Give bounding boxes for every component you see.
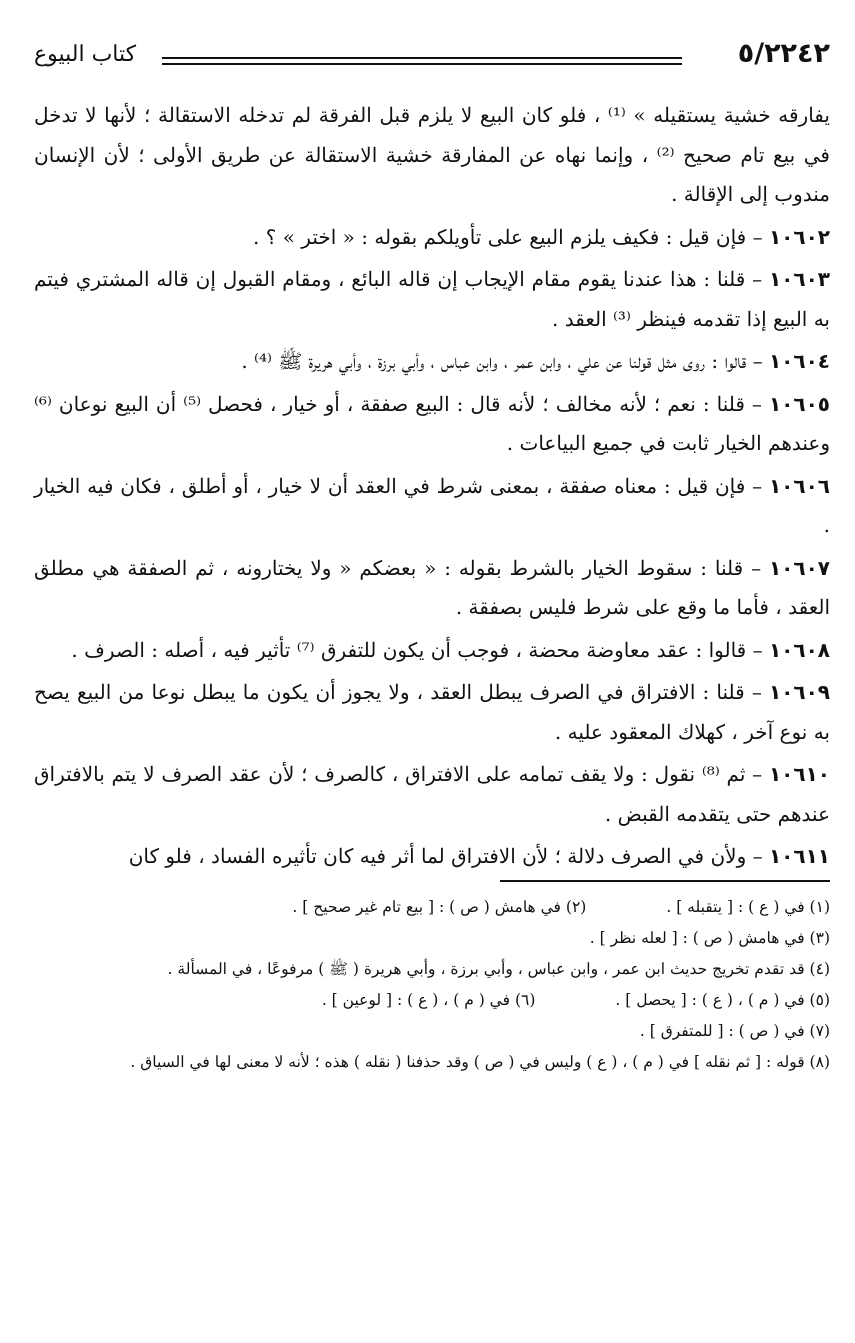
header-rule <box>162 57 682 65</box>
footnote: (٨) قوله : [ ثم نقله ] في ( م ) ، ( ع ) وليس في ( ص ) وقد حذفنا ( نقله ) هذه ؛ لأنه لا معنى لها في السياق . <box>130 1052 830 1071</box>
paragraph-number: ١٠٦٠٩ <box>768 680 830 704</box>
paragraph-text: قالوا : عقد معاوضة محضة ، فوجب أن يكون للتفرق ⁽⁷⁾ تأثير فيه ، أصله : الصرف . <box>71 637 747 662</box>
paragraph-text: يفارقه خشية يستقيله » ⁽¹⁾ ، فلو كان البيع لا يلزم قبل الفرقة لم تدخله الاستقالة ؛ لأنها لا تدخل في بيع تام صحيح ⁽²⁾ ، وإنما نهاه عن المفارقة خشية الاستقالة عن طريق الأولى ؛ لأن الإنسان مندوب إلى الإقالة . <box>34 103 830 206</box>
footnote: (١) في ( ع ) : [ يتقبله ] . <box>666 897 830 916</box>
paragraph-text: فإن قيل : معناه صفقة ، بمعنى شرط في العقد أن لا خيار ، أو أطلق ، فكان فيه الخيار . <box>34 473 830 537</box>
paragraph-text: ولأن في الصرف دلالة ؛ لأن الافتراق لما أثر فيه كان تأثيره الفساد ، فلو كان <box>128 844 747 868</box>
footnote-row <box>34 1047 830 1078</box>
paragraph-number: ١٠٦١٠ <box>768 762 831 786</box>
paragraph: ١٠٦٠٧ – قلنا : سقوط الخيار بالشرط بقوله : « بعضكم « ولا يختارونه ، ثم الصفقة هي مطلق العقد ، فأما ما وقع على شرط فليس بصفقة . <box>34 555 830 619</box>
footnote-row <box>34 954 830 985</box>
book-page <box>34 38 830 1078</box>
paragraph: ١٠٦٠٣ – قلنا : هذا عندنا يقوم مقام الإيجاب إن قاله البائع ، ومقام القبول إن قاله المشتري فيتم به البيع إذا تقدمه فينظر ⁽³⁾ العقد . <box>34 267 830 331</box>
paragraph-text: قالوا : روى مثل قولنا عن علي ، وابن عمر ، وابن عباس ، وأبي برزة ، وأبي هريرة ﷺ ⁽⁴⁾ . <box>241 349 747 373</box>
paragraph-text: فإن قيل : فكيف يلزم البيع على تأويلكم بقوله : « اختر » ؟ . <box>253 224 747 249</box>
paragraph-number: ١٠٦٠٥ <box>768 391 830 416</box>
paragraph-number: ١٠٦١١ <box>768 844 830 868</box>
footnotes <box>34 892 830 1078</box>
paragraph-text: قلنا : سقوط الخيار بالشرط بقوله : « بعضكم « ولا يختارونه ، ثم الصفقة هي مطلق العقد ، فأما ما وقع على شرط فليس بصفقة . <box>34 555 830 619</box>
paragraph: ١٠٦٠٢ – فإن قيل : فكيف يلزم البيع على تأويلكم بقوله : « اختر » ؟ . <box>253 224 830 249</box>
main-text <box>34 96 830 877</box>
paragraph-number: ١٠٦٠٣ <box>768 267 830 291</box>
paragraph: ١٠٦١١ – ولأن في الصرف دلالة ؛ لأن الافتراق لما أثر فيه كان تأثيره الفساد ، فلو كان <box>128 844 830 868</box>
paragraph-text: ثم ⁽⁸⁾ نقول : ولا يقف تمامه على الافتراق ، كالصرف ؛ لأن عقد الصرف لا يتم بالافتراق عندهم حتى يتقدمه القبض . <box>34 762 830 826</box>
paragraph-number: ١٠٦٠٤ <box>768 349 830 373</box>
running-title: كتاب البيوع <box>34 42 137 67</box>
page-header <box>34 38 830 82</box>
paragraph-number: ١٠٦٠٦ <box>768 473 831 498</box>
footnote: (٧) في ( ص ) : [ للمتفرق ] . <box>639 1021 830 1040</box>
paragraph: ١٠٦٠٦ – فإن قيل : معناه صفقة ، بمعنى شرط في العقد أن لا خيار ، أو أطلق ، فكان فيه الخيار . <box>34 473 831 537</box>
paragraph: ١٠٦٠٤ – قالوا : روى مثل قولنا عن علي ، وابن عمر ، وابن عباس ، وأبي برزة ، وأبي هريرة ﷺ ⁽⁴⁾ . <box>241 349 830 373</box>
footnote: (٥) في ( م ) ، ( ع ) : [ يحصل ] . <box>615 990 830 1009</box>
footnote: (٤) قد تقدم تخريج حديث ابن عمر ، وابن عباس ، وأبي برزة ، وأبي هريرة ( ﷺ ) مرفوعًا ، في المسألة . <box>167 959 830 978</box>
paragraph-text: قلنا : الافتراق في الصرف يبطل العقد ، ولا يجوز أن يكون ما يبطل نوعا من البيع يصح به نوع آخر ، كهلاك المعقود عليه . <box>34 680 830 744</box>
footnote: (٦) في ( م ) ، ( ع ) : [ لوعين ] . <box>321 990 536 1009</box>
paragraph-continuation <box>34 96 830 215</box>
footnote-separator <box>500 880 830 882</box>
paragraph: ١٠٦١٠ – ثم ⁽⁸⁾ نقول : ولا يقف تمامه على الافتراق ، كالصرف ؛ لأن عقد الصرف لا يتم بالافتراق عندهم حتى يتقدمه القبض . <box>34 762 831 826</box>
footnote-row <box>34 892 830 923</box>
paragraph-number: ١٠٦٠٧ <box>768 555 830 580</box>
footnote: (٢) في هامش ( ص ) : [ بيع تام غير صحيح ] . <box>292 897 587 916</box>
footnote: (٣) في هامش ( ص ) : [ لعله نظر ] . <box>589 928 830 947</box>
paragraph-text: قلنا : نعم ؛ لأنه مخالف ؛ لأنه قال : البيع صفقة ، أو خيار ، فحصل ⁽⁵⁾ أن البيع نوعان ⁽⁶⁾ وعندهم الخيار ثابت في جميع البياعات . <box>34 391 830 455</box>
paragraph: ١٠٦٠٩ – قلنا : الافتراق في الصرف يبطل العقد ، ولا يجوز أن يكون ما يبطل نوعا من البيع يصح به نوع آخر ، كهلاك المعقود عليه . <box>34 680 830 744</box>
page-number: ٥/٢٢٤٢ <box>737 38 830 69</box>
footnote-row <box>34 985 830 1016</box>
paragraph: ١٠٦٠٥ – قلنا : نعم ؛ لأنه مخالف ؛ لأنه قال : البيع صفقة ، أو خيار ، فحصل ⁽⁵⁾ أن البيع نوعان ⁽⁶⁾ وعندهم الخيار ثابت في جميع البياعات . <box>34 391 830 455</box>
footnote-row <box>34 923 830 954</box>
paragraph-text: قلنا : هذا عندنا يقوم مقام الإيجاب إن قاله البائع ، ومقام القبول إن قاله المشتري فيتم به البيع إذا تقدمه فينظر ⁽³⁾ العقد . <box>34 267 830 331</box>
paragraph: ١٠٦٠٨ – قالوا : عقد معاوضة محضة ، فوجب أن يكون للتفرق ⁽⁷⁾ تأثير فيه ، أصله : الصرف . <box>71 637 830 662</box>
paragraph-number: ١٠٦٠٨ <box>768 637 830 662</box>
footnote-row <box>34 1016 830 1047</box>
paragraph-number: ١٠٦٠٢ <box>768 224 830 249</box>
